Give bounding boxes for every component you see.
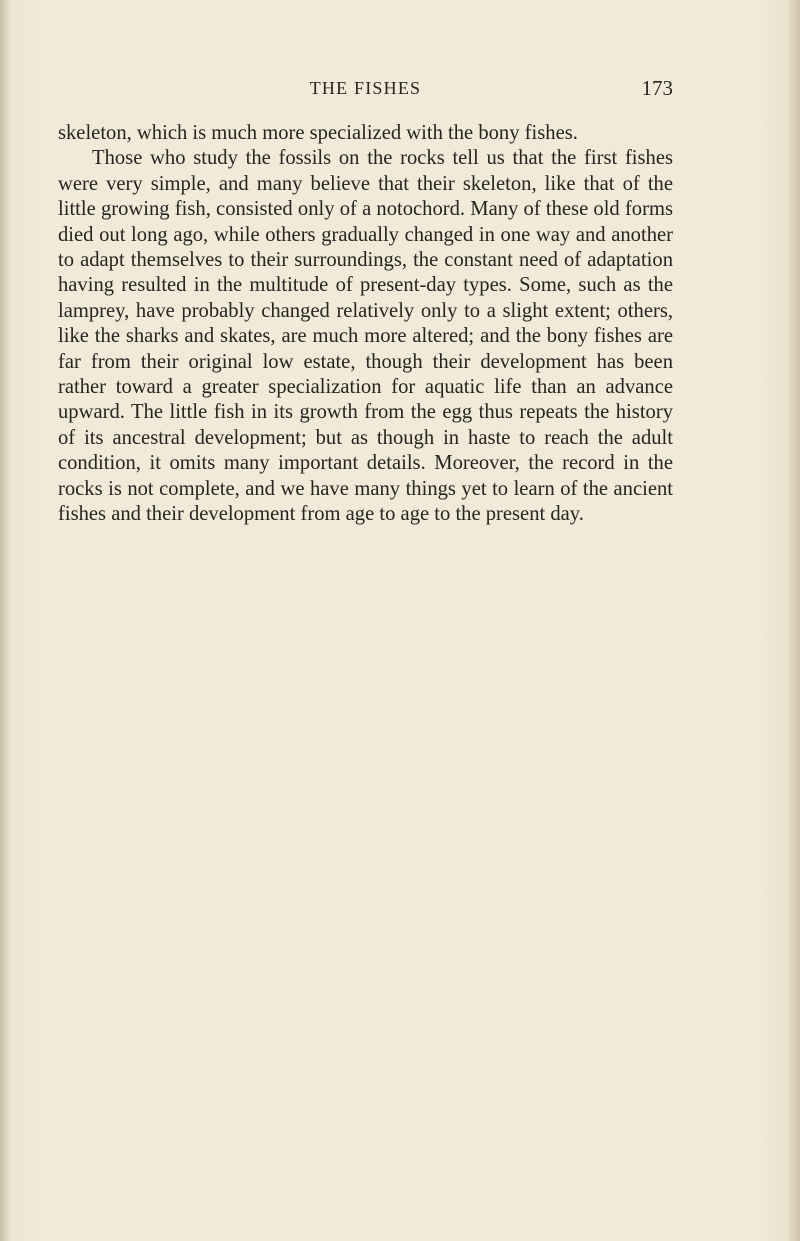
running-head: THE FISHES [309,78,422,98]
paragraph-continuation: skeleton, which is much more specialized with the bony fishes. [58,122,578,144]
page-edge-shadow [788,0,800,1241]
page-number: 173 [641,76,673,100]
page-gutter-shadow [0,0,10,1241]
body-text [58,121,673,528]
paragraph-fossils: Those who study the fossils on the rocks tell us that the first fishes were very simple, and many believe that their skeleton, like that of the little growing fish, consisted only of a notochord. Many of these old forms died out long ago, while others gradually changed in one way and another to adapt themselves to their surroundings, the constant need of adaptation having resulted in the multitude of present-day types. Some, such as the lamprey, have probably changed relatively only to a slight extent; others, like the sharks and skates, are much more altered; and the bony fishes are far from their original low estate, though their development has been rather toward a greater specialization for aquatic life than an advance upward. The little fish in its growth from the egg thus repeats the history of its ancestral development; but as though in haste to reach the adult condition, it omits many important details. Moreover, the record in the rocks is not complete, and we have many things yet to learn of the ancient fishes and their development from age to age to the present day. [58,147,673,526]
page-header [58,76,673,102]
